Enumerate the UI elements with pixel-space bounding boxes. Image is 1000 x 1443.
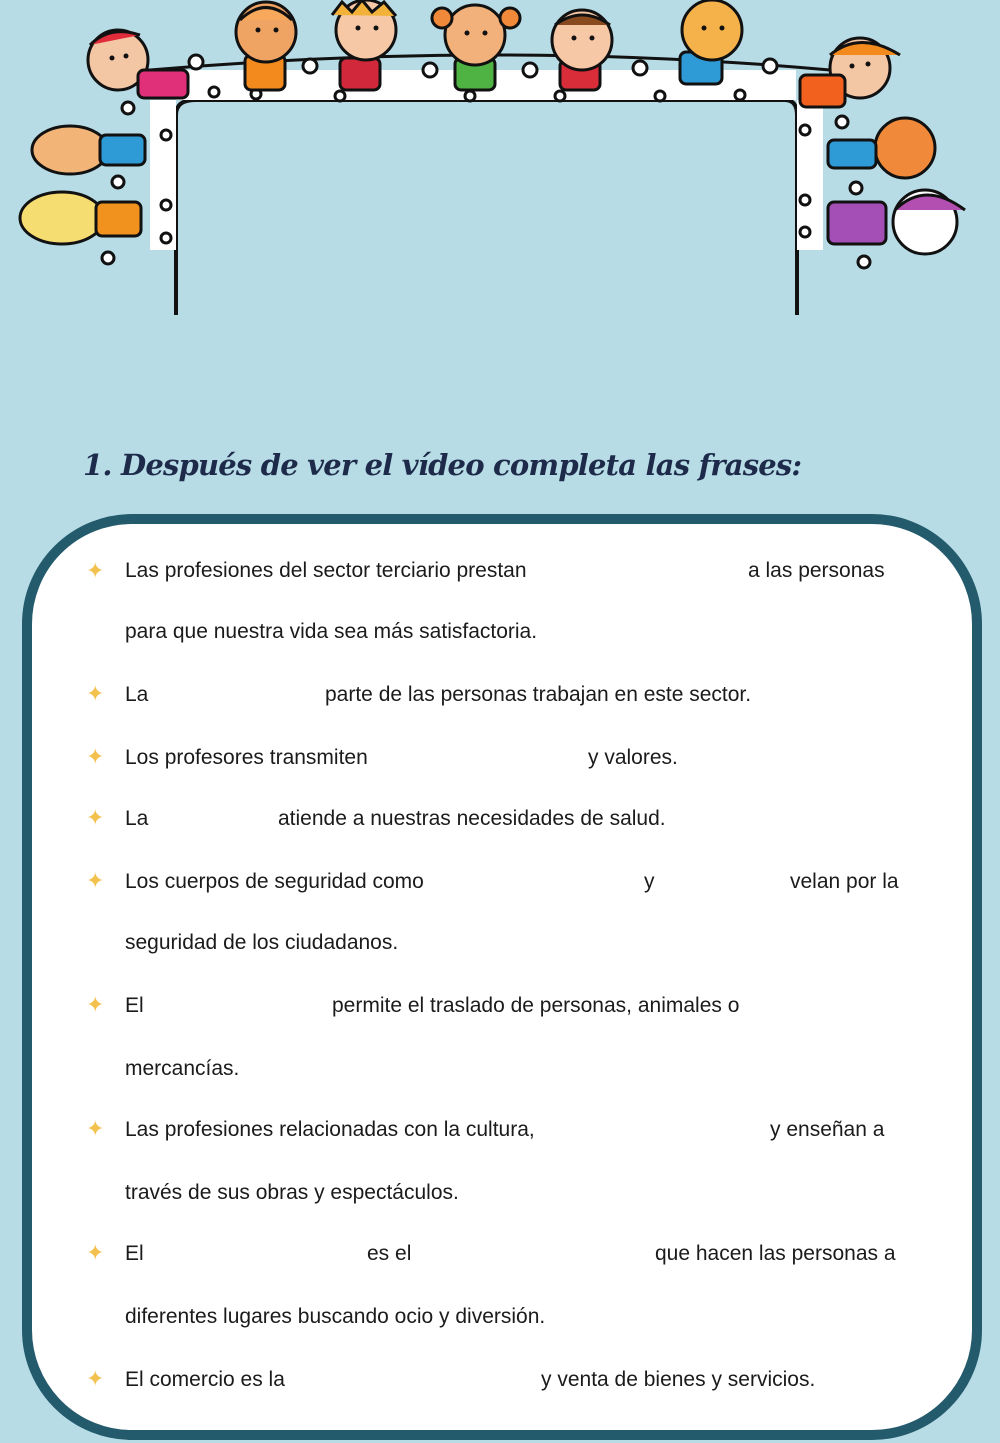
answer-blank[interactable] [158,682,316,708]
sentence-text: permite el traslado de personas, animales o [332,994,740,1017]
exercise-box [22,514,982,1440]
sparkle-star-icon: ✦ [86,1116,105,1141]
sentence-text: y venta de bienes y servicios. [541,1368,816,1391]
children-banner-illustration [0,0,1000,330]
sentence-text: atiende a nuestras necesidades de salud. [278,807,666,830]
sentence-text: Las profesiones del sector terciario prestan [125,559,527,582]
sentence-text: seguridad de los ciudadanos. [125,931,399,954]
exercise-title: 1. Después de ver el vídeo completa las frases: [83,448,802,482]
sparkle-star-icon: ✦ [86,805,105,830]
sentence-text: mercancías. [125,1057,240,1080]
sparkle-star-icon: ✦ [86,1240,105,1265]
sentence-text: velan por la [790,870,899,893]
sentence-text: Los cuerpos de seguridad como [125,870,424,893]
answer-blank[interactable] [155,993,323,1019]
sparkle-star-icon: ✦ [86,681,105,706]
sentence-text: y [644,870,655,893]
sparkle-star-icon: ✦ [86,744,105,769]
sentence-text: Las profesiones relacionadas con la cultura, [125,1118,535,1141]
sentence-text: La [125,683,149,706]
sparkle-star-icon: ✦ [86,868,105,893]
sentence-text: y valores. [588,746,678,769]
sentence-text: diferentes lugares buscando ocio y diversión. [125,1305,546,1328]
frame-border [102,55,870,315]
answer-blank[interactable] [590,558,738,584]
sentence-text: parte de las personas trabajan en este sector. [325,683,752,706]
sparkle-star-icon: ✦ [86,992,105,1017]
sentence-text: a las personas [748,559,885,582]
sentence-text: La [125,807,149,830]
sentence-text: El [125,994,144,1017]
answer-blank[interactable] [466,869,636,895]
sentence-text: El comercio es la [125,1368,285,1391]
answer-blank[interactable] [410,745,580,771]
answer-blank[interactable] [310,1367,532,1393]
sparkle-star-icon: ✦ [86,1366,105,1391]
sentence-text: que hacen las personas a [655,1242,896,1265]
sparkle-star-icon: ✦ [86,558,105,583]
answer-blank[interactable] [158,806,270,832]
answer-blank[interactable] [155,1241,357,1267]
sentence-text: es el [367,1242,412,1265]
sentence-text: para que nuestra vida sea más satisfactoria. [125,620,538,643]
sentence-text: Los profesores transmiten [125,746,368,769]
answer-blank[interactable] [592,1117,760,1143]
sentence-text: y enseñan a [770,1118,885,1141]
answer-blank[interactable] [666,869,782,895]
sentence-text: través de sus obras y espectáculos. [125,1181,459,1204]
answer-blank[interactable] [424,1241,646,1267]
sentence-text: El [125,1242,144,1265]
